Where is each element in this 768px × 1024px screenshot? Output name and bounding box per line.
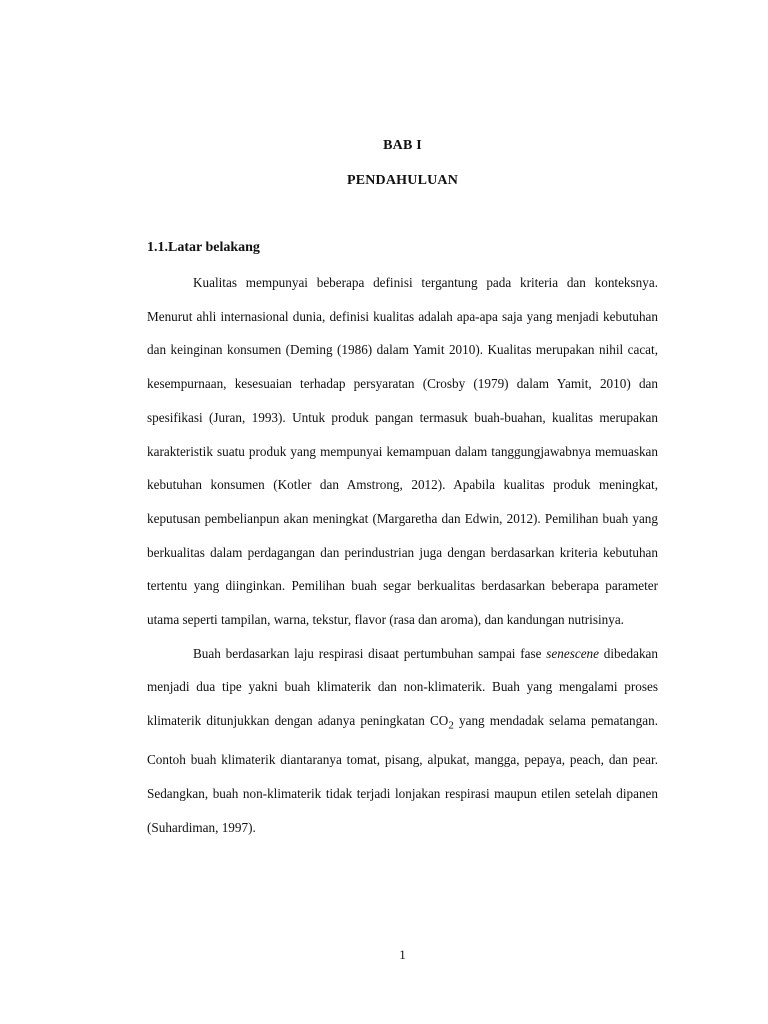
paragraph: Kualitas mempunyai beberapa definisi tergantung pada kriteria dan konteksnya. Menurut ahli internasional dunia, definisi kualitas adalah apa-apa saja yang menjadi kebutuhan dan keinginan konsumen (Deming (1986) dalam Yamit 2010). Kualitas merupakan nihil cacat, kesempurnaan, kesesuaian terhadap persyaratan (Crosby (1979) dalam Yamit, 2010) dan spesifikasi (Juran, 1993). Untuk produk pangan termasuk buah-buahan, kualitas merupakan karakteristik suatu produk yang mempunyai kemampuan dalam tanggungjawabnya memuaskan kebutuhan konsumen (Kotler dan Amstrong, 2012). Apabila kualitas produk meningkat, keputusan pembelianpun akan meningkat (Margaretha dan Edwin, 2012). Pemilihan buah yang berkualitas dalam perdagangan dan perindustrian juga dengan berdasarkan kriteria kebutuhan tertentu yang diinginkan. Pemilihan buah segar berkualitas berdasarkan beberapa parameter utama seperti tampilan, warna, tekstur, flavor (rasa dan aroma), dan kandungan nutrisinya. xyxy=(147,275,658,628)
page-number: 1 xyxy=(399,947,406,962)
chapter-title: PENDAHULUAN xyxy=(346,173,459,188)
italic-term: senescene xyxy=(546,645,599,661)
paragraph xyxy=(147,637,658,845)
subscript: 2 xyxy=(448,719,454,732)
paragraph-text: yang mendadak selama pematangan. Contoh buah klimaterik diantaranya tomat, pisang, alpukat, mangga, pepaya, peach, dan pear. Sedangkan, buah non-klimaterik tidak terjadi lonjakan respirasi maupun etilen setelah dipanen (Suhardiman, 1997). xyxy=(147,713,658,835)
paragraph-text: Buah berdasarkan laju respirasi disaat pertumbuhan sampai fase xyxy=(193,645,547,661)
paragraph-text: dibedakan menjadi dua tipe yakni buah klimaterik dan non-klimaterik. Buah yang mengalami proses klimaterik ditunjukkan dengan adanya peningkatan CO xyxy=(147,645,658,729)
chapter-number: BAB I xyxy=(383,138,422,153)
body-text xyxy=(147,266,658,845)
section-heading: 1.1.Latar belakang xyxy=(147,240,260,255)
